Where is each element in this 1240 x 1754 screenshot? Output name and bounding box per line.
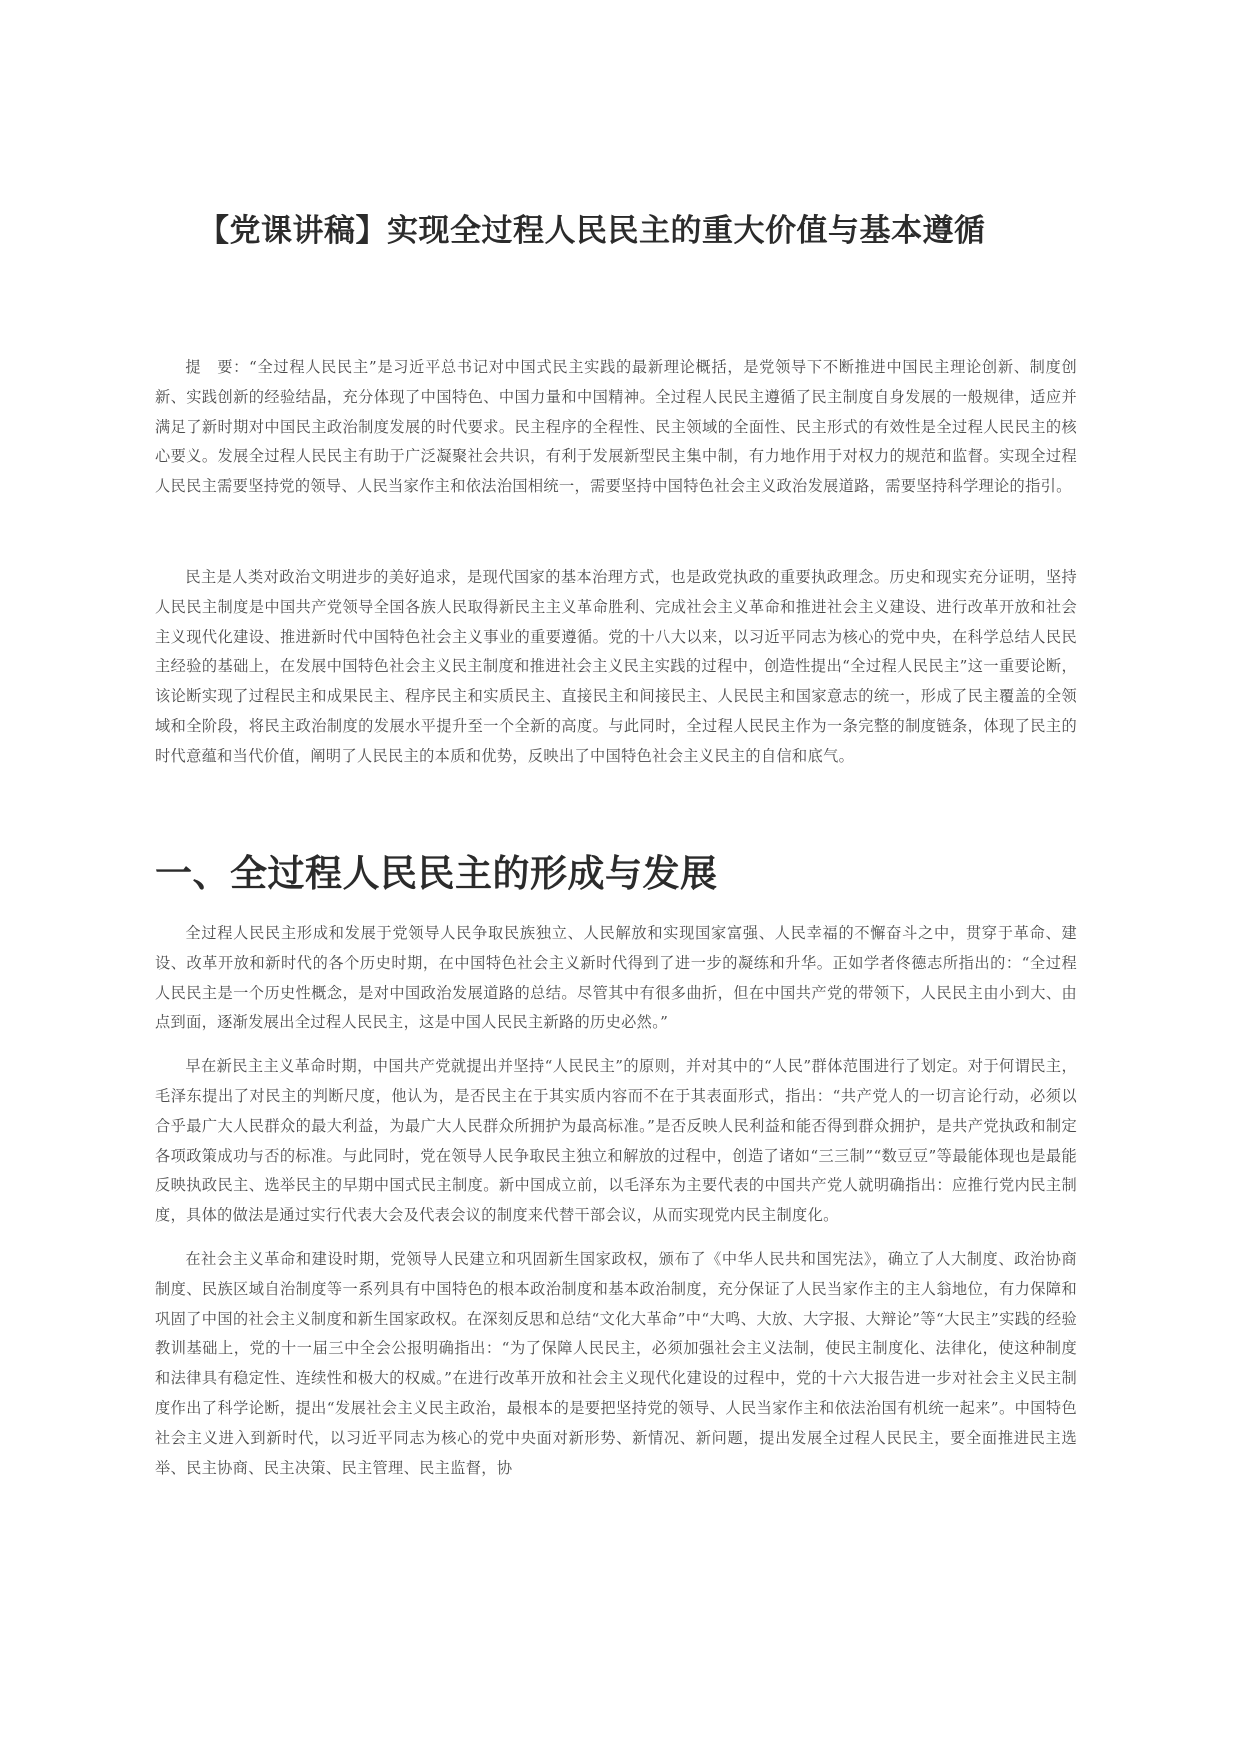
abstract-section bbox=[155, 353, 1077, 516]
section-heading-1: 一、全过程人民民主的形成与发展 bbox=[155, 852, 718, 895]
section-1-paragraph-3: 在社会主义革命和建设时期，党领导人民建立和巩固新生国家政权，颁布了《中华人民共和国宪法》，确立了人大制度、政治协商制度、民族区域自治制度等一系列具有中国特色的根本政治制度和基本政治制度，充分保证了人民当家作主的主人翁地位，有力保障和巩固了中国的社会主义制度和新生国家政权。在深刻反思和总结“文化大革命”中“大鸣、大放、大字报、大辩论”等“大民主”实践的经验教训基础上，党的十一届三中全会公报明确指出：“为了保障人民民主，必须加强社会主义法制，使民主制度化、法律化，使这种制度和法律具有稳定性、连续性和极大的权威。”在进行改革开放和社会主义现代化建设的过程中，党的十六大报告进一步对社会主义民主制度作出了科学论断，提出“发展社会主义民主政治，最根本的是要把坚持党的领导、人民当家作主和依法治国有机统一起来”。中国特色社会主义进入到新时代，以习近平同志为核心的党中央面对新形势、新情况、新问题，提出发展全过程人民民主，要全面推进民主选举、民主协商、民主决策、民主管理、民主监督，协 bbox=[155, 1249, 1077, 1477]
section-1-body bbox=[155, 919, 1077, 1497]
abstract-paragraph: 提 要：“全过程人民民主”是习近平总书记对中国式民主实践的最新理论概括，是党领导下不断推进中国民主理论创新、制度创新、实践创新的经验结晶，充分体现了中国特色、中国力量和中国精神。全过程人民民主遵循了民主制度自身发展的一般规律，适应并满足了新时期对中国民主政治制度发展的时代要求。民主程序的全程性、民主领域的全面性、民主形式的有效性是全过程人民民主的核心要义。发展全过程人民民主有助于广泛凝聚社会共识，有利于发展新型民主集中制，有力地作用于对权力的规范和监督。实现全过程人民民主需要坚持党的领导、人民当家作主和依法治国相统一，需要坚持中国特色社会主义政治发展道路，需要坚持科学理论的指引。 bbox=[155, 358, 1077, 496]
intro-section bbox=[155, 563, 1077, 786]
section-1-paragraph-1: 全过程人民民主形成和发展于党领导人民争取民族独立、人民解放和实现国家富强、人民幸福的不懈奋斗之中，贯穿于革命、建设、改革开放和新时代的各个历史时期，在中国特色社会主义新时代得到了进一步的凝练和升华。正如学者佟德志所指出的：“全过程人民民主是一个历史性概念，是对中国政治发展道路的总结。尽管其中有很多曲折，但在中国共产党的带领下，人民民主由小到大、由点到面，逐渐发展出全过程人民民主，这是中国人民民主新路的历史必然。” bbox=[155, 924, 1077, 1032]
intro-paragraph: 民主是人类对政治文明进步的美好追求，是现代国家的基本治理方式，也是政党执政的重要执政理念。历史和现实充分证明，坚持人民民主制度是中国共产党领导全国各族人民取得新民主主义革命胜利、完成社会主义革命和推进社会主义建设、进行改革开放和社会主义现代化建设、推进新时代中国特色社会主义事业的重要遵循。党的十八大以来，以习近平同志为核心的党中央，在科学总结人民民主经验的基础上，在发展中国特色社会主义民主制度和推进社会主义民主实践的过程中，创造性提出“全过程人民民主”这一重要论断，该论断实现了过程民主和成果民主、程序民主和实质民主、直接民主和间接民主、人民民主和国家意志的统一，形成了民主覆盖的全领域和全阶段，将民主政治制度的发展水平提升至一个全新的高度。与此同时，全过程人民民主作为一条完整的制度链条，体现了民主的时代意蕴和当代价值，阐明了人民民主的本质和优势，反映出了中国特色社会主义民主的自信和底气。 bbox=[155, 568, 1077, 765]
document-title: 【党课讲稿】实现全过程人民民主的重大价值与基本遵循 bbox=[198, 213, 986, 249]
section-1-paragraph-2: 早在新民主主义革命时期，中国共产党就提出并坚持“人民民主”的原则，并对其中的“人民”群体范围进行了划定。对于何谓民主，毛泽东提出了对民主的判断尺度，他认为，是否民主在于其实质内容而不在于其表面形式，指出：“共产党人的一切言论行动，必须以合乎最广大人民群众的最大利益，为最广大人民群众所拥护为最高标准。”是否反映人民利益和能否得到群众拥护，是共产党执政和制定各项政策成功与否的标准。与此同时，党在领导人民争取民主独立和解放的过程中，创造了诸如“三三制”“数豆豆”等最能体现也是最能反映执政民主、选举民主的早期中国式民主制度。新中国成立前，以毛泽东为主要代表的中国共产党人就明确指出：应推行党内民主制度，具体的做法是通过实行代表大会及代表会议的制度来代替干部会议，从而实现党内民主制度化。 bbox=[155, 1057, 1077, 1225]
